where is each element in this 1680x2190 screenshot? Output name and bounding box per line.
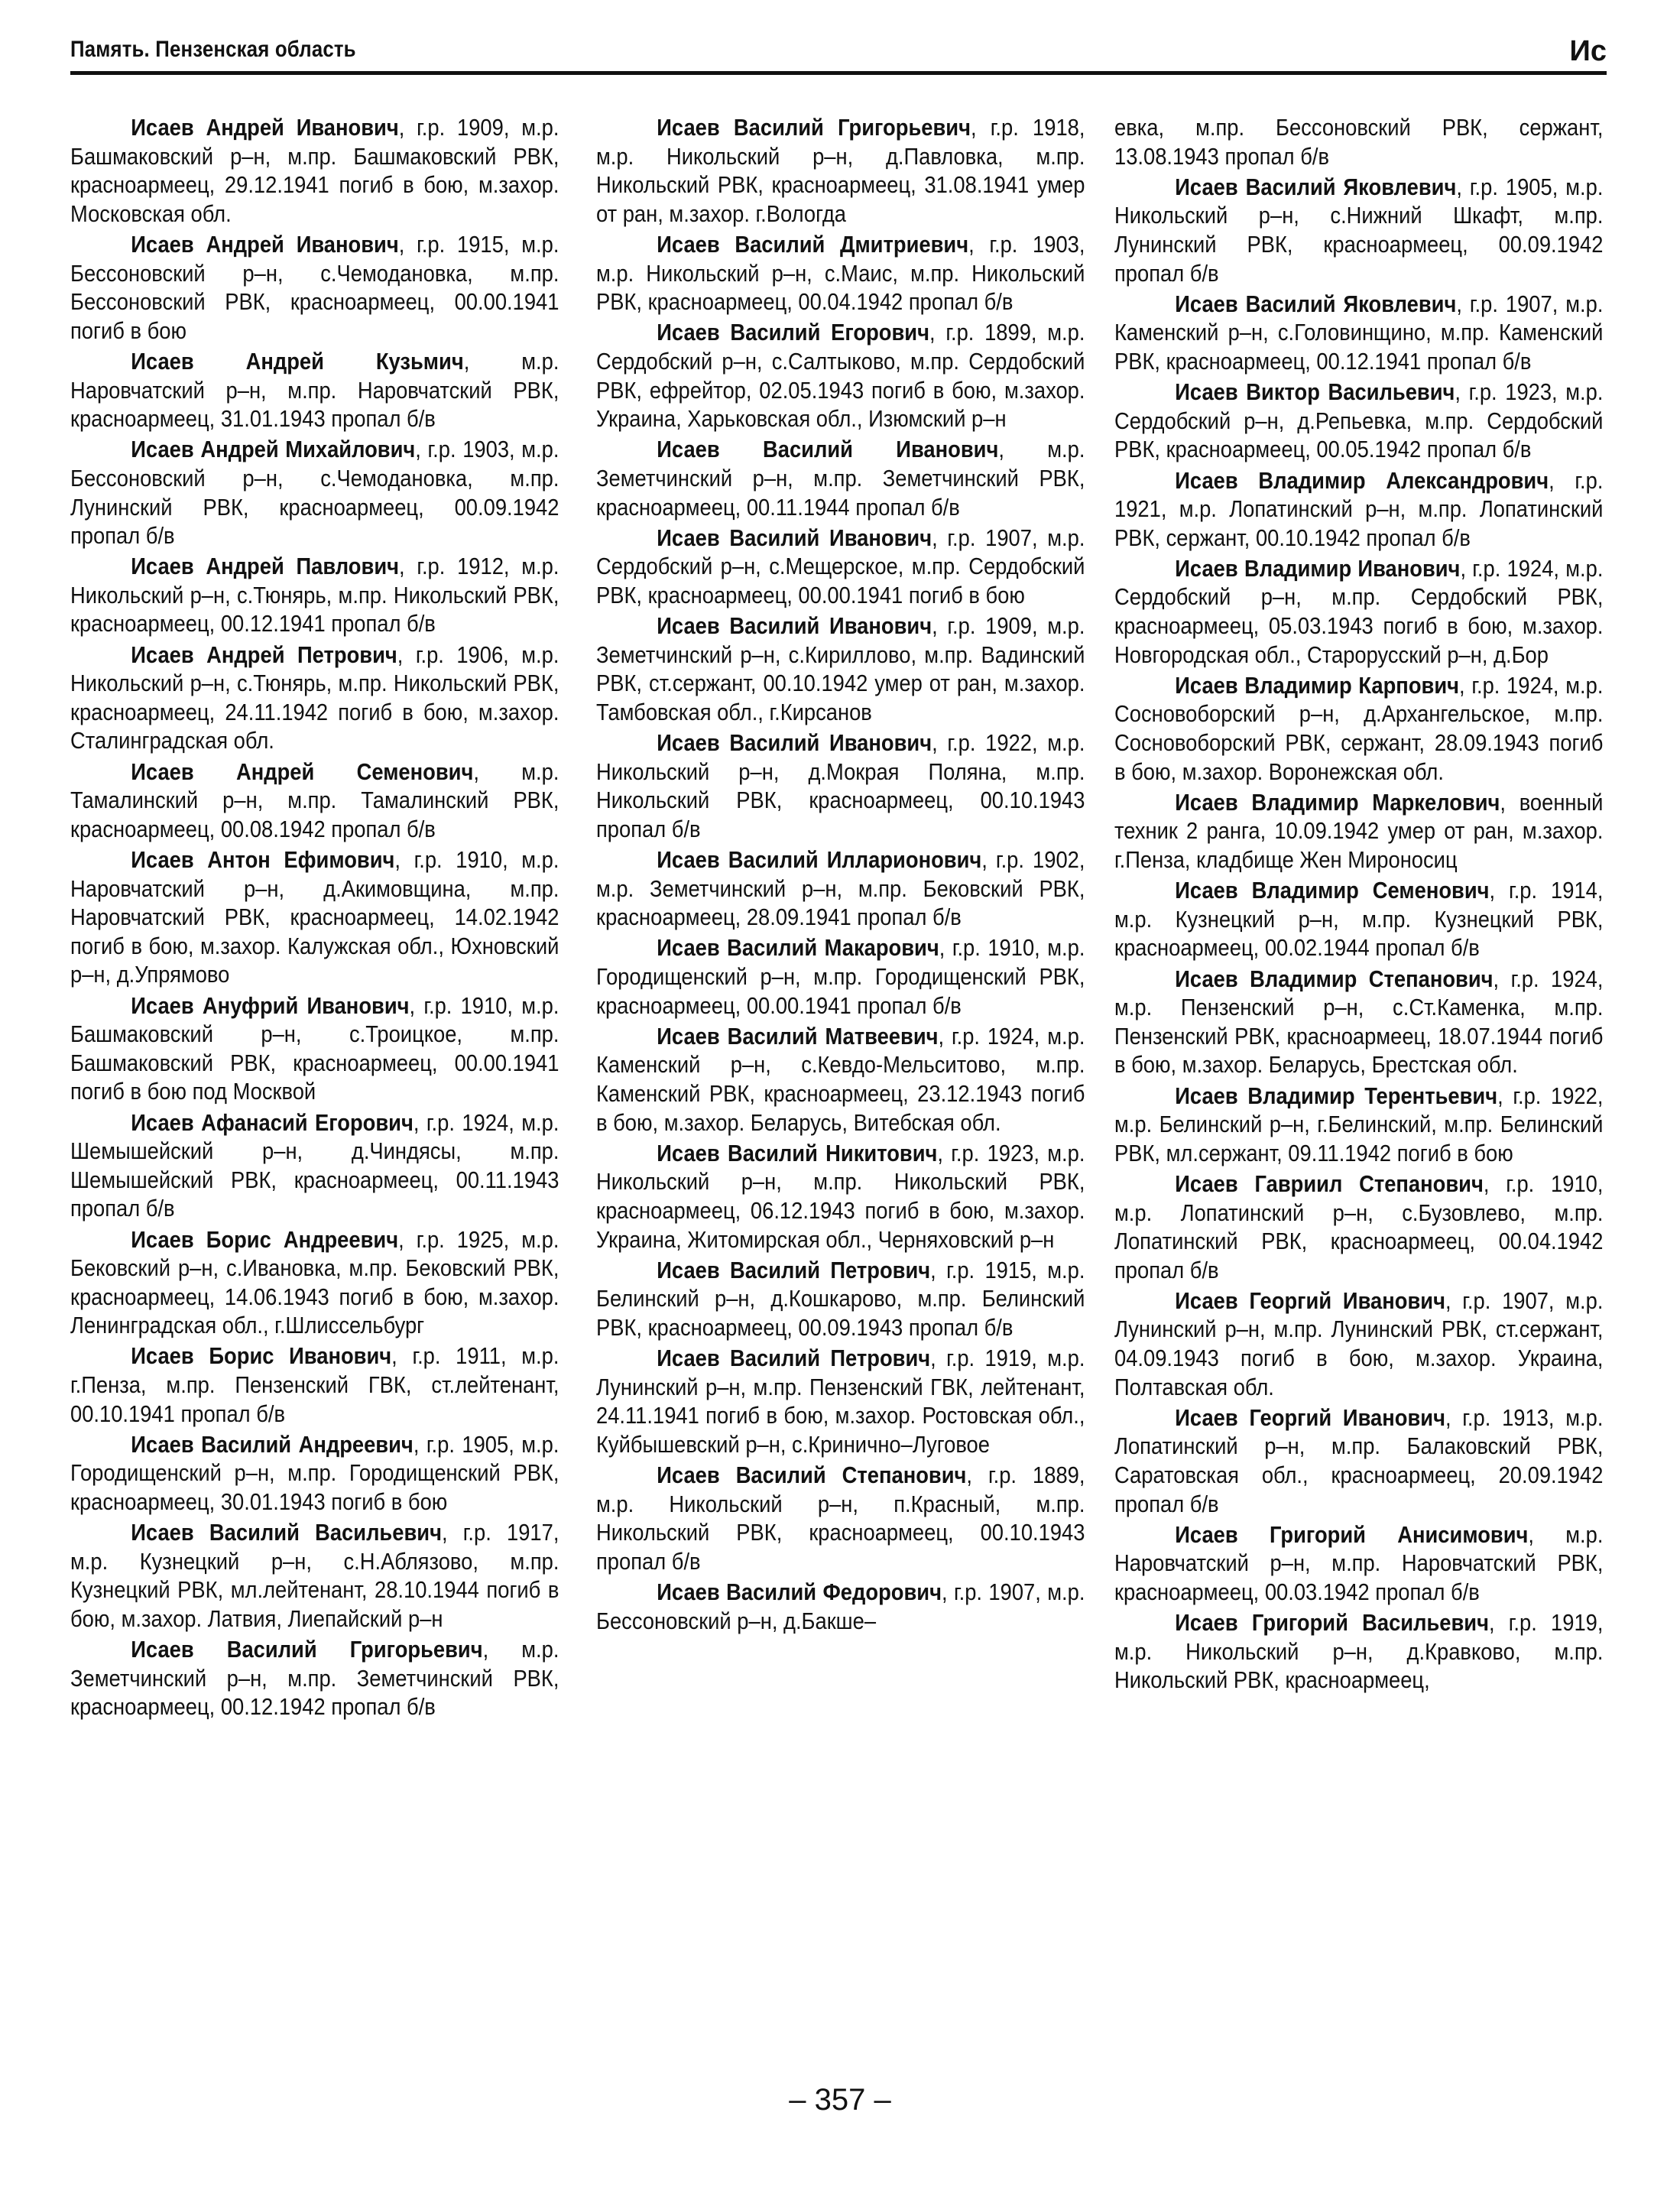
list-item bbox=[70, 1635, 559, 1721]
entry-details: , г.р. 1899, м.р. Сердобский р–н, с.Салтыково, м.пр. Сердобский РВК, ефрейтор, 02.05.1943 погиб в бою, м.захор. Украина, Харьковская обл., Изюмский р–н bbox=[596, 319, 1085, 433]
list-item bbox=[596, 728, 1085, 843]
entry-details: , м.р. Тамалинский р–н, м.пр. Тамалинский РВК, красноармеец, 00.08.1942 пропал б/в bbox=[70, 758, 559, 842]
person-name: Исаев Афанасий Егорович bbox=[131, 1108, 414, 1136]
column-3 bbox=[1114, 113, 1604, 1697]
list-item bbox=[70, 230, 559, 345]
list-item bbox=[596, 1578, 1085, 1635]
entry-details: , г.р. 1921, м.р. Лопатинский р–н, м.пр. Лопатинский РВК, сержант, 00.10.1942 пропал б/в bbox=[1114, 466, 1604, 551]
person-name: Исаев Антон Ефимович bbox=[131, 846, 395, 873]
entry-details: , г.р. 1906, м.р. Никольский р–н, с.Тюнярь, м.пр. Никольский РВК, красноармеец, 24.11.1942 погиб в бою, м.захор. Сталинградская обл. bbox=[70, 641, 559, 754]
person-name: Исаев Василий Петрович bbox=[657, 1345, 931, 1372]
list-item bbox=[70, 1518, 559, 1633]
person-name: Исаев Василий Федорович bbox=[657, 1578, 942, 1605]
list-item bbox=[70, 1108, 559, 1223]
person-name: Исаев Василий Иванович bbox=[657, 729, 932, 757]
list-item bbox=[1114, 1286, 1603, 1401]
person-name: Исаев Василий Петрович bbox=[657, 1256, 931, 1283]
list-item bbox=[70, 435, 559, 550]
list-item bbox=[596, 435, 1085, 521]
entry-details: , м.р. Земетчинский р–н, м.пр. Земетчинский РВК, красноармеец, 00.11.1944 пропал б/в bbox=[596, 436, 1085, 521]
entry-details: , г.р. 1907, м.р. Сердобский р–н, с.Мещерское, м.пр. Сердобский РВК, красноармеец, 00.00.1941 погиб в бою bbox=[596, 524, 1085, 608]
person-name: Исаев Владимир Иванович bbox=[1175, 554, 1461, 582]
person-name: Исаев Владимир Терентьевич bbox=[1175, 1082, 1498, 1109]
list-item bbox=[596, 524, 1085, 610]
person-name: Исаев Василий Матвеевич bbox=[657, 1022, 939, 1050]
person-name: Исаев Андрей Иванович bbox=[131, 230, 399, 258]
person-name: Исаев Василий Макарович bbox=[657, 934, 939, 962]
list-item bbox=[596, 113, 1085, 228]
list-item bbox=[596, 612, 1085, 726]
list-item bbox=[596, 1139, 1085, 1254]
entry-details: , г.р. 1903, м.р. Бессоновский р–н, с.Чемодановка, м.пр. Лунинский РВК, красноармеец, 00.09.1942 пропал б/в bbox=[70, 436, 559, 550]
person-name: Исаев Василий Яковлевич bbox=[1175, 290, 1457, 317]
entry-details: , г.р. 1913, м.р. Лопатинский р–н, м.пр. Балаковский РВК, Саратовская обл., красноармеец, 20.09.1942 пропал б/в bbox=[1114, 1403, 1604, 1517]
list-item bbox=[70, 758, 559, 844]
person-name: Исаев Василий Григорьевич bbox=[131, 1636, 483, 1663]
person-name: Исаев Василий Иванович bbox=[657, 612, 932, 640]
person-name: Исаев Василий Никитович bbox=[657, 1139, 938, 1166]
list-item bbox=[70, 1225, 559, 1340]
list-item bbox=[596, 230, 1085, 316]
section-marker: Ис bbox=[1569, 35, 1607, 67]
entry-details: , г.р. 1915, м.р. Белинский р–н, д.Кошкарово, м.пр. Белинский РВК, красноармеец, 00.09.1943 пропал б/в bbox=[596, 1256, 1085, 1341]
person-name: Исаев Андрей Кузьмич bbox=[131, 347, 464, 375]
list-item bbox=[1114, 876, 1603, 962]
entry-details: , г.р. 1923, м.р. Никольский р–н, м.пр. Никольский РВК, красноармеец, 06.12.1943 погиб в бою, м.захор. Украина, Житомирская обл., Черняховский р–н bbox=[596, 1139, 1085, 1253]
entry-details: , г.р. 1922, м.р. Никольский р–н, д.Мокрая Поляна, м.пр. Никольский РВК, красноармеец, 00.10.1943 пропал б/в bbox=[596, 729, 1085, 842]
entry-details: , г.р. 1903, м.р. Никольский р–н, с.Маис, м.пр. Никольский РВК, красноармеец, 00.04.1942 пропал б/в bbox=[596, 230, 1085, 316]
entry-details: , г.р. 1910, м.р. Наровчатский р–н, д.Акимовщина, м.пр. Наровчатский РВК, красноармеец, 14.02.1942 погиб в бою, м.захор. Калужская обл., Юхновский р–н, д.Упрямово bbox=[70, 846, 559, 988]
list-item bbox=[1114, 965, 1603, 1079]
person-name: Исаев Василий Яковлевич bbox=[1175, 173, 1457, 200]
entry-details: , г.р. 1922, м.р. Белинский р–н, г.Белинский, м.пр. Белинский РВК, мл.сержант, 09.11.1942 погиб в бою bbox=[1114, 1082, 1604, 1166]
column-text bbox=[70, 113, 559, 1721]
entry-details: , г.р. 1924, м.р. Пензенский р–н, с.Ст.Каменка, м.пр. Пензенский РВК, красноармеец, 18.07.1944 погиб в бою, м.захор. Беларусь, Брестская обл. bbox=[1114, 965, 1604, 1079]
list-item bbox=[596, 1022, 1085, 1137]
person-name: Исаев Владимир Маркелович bbox=[1175, 788, 1500, 816]
person-name: Исаев Василий Григорьевич bbox=[657, 114, 971, 141]
entry-details: , м.р. Наровчатский р–н, м.пр. Наровчатский РВК, красноармеец, 31.01.1943 пропал б/в bbox=[70, 347, 559, 433]
entry-details: , г.р. 1923, м.р. Сердобский р–н, д.Репьевка, м.пр. Сердобский РВК, красноармеец, 00.05.1942 пропал б/в bbox=[1114, 378, 1604, 463]
entry-details: евка, м.пр. Бессоновский РВК, сержант, 13.08.1943 пропал б/в bbox=[1114, 114, 1604, 170]
entry-details: , г.р. 1902, м.р. Земетчинский р–н, м.пр. Бековский РВК, красноармеец, 28.09.1941 пропал б/в bbox=[596, 846, 1085, 931]
list-item bbox=[1114, 1520, 1603, 1607]
list-item bbox=[1114, 466, 1603, 553]
entry-details: , г.р. 1889, м.р. Никольский р–н, п.Красный, м.пр. Никольский РВК, красноармеец, 00.10.1943 пропал б/в bbox=[596, 1462, 1085, 1575]
list-item bbox=[1114, 1170, 1603, 1284]
entry-details: , г.р. 1919, м.р. Никольский р–н, д.Кравково, м.пр. Никольский РВК, красноармеец, bbox=[1114, 1609, 1604, 1694]
person-name: Исаев Василий Илларионович bbox=[657, 846, 982, 873]
header-rule bbox=[70, 71, 1607, 75]
person-name: Исаев Владимир Александрович bbox=[1175, 466, 1549, 494]
entry-details: , г.р. 1907, м.р. Каменский р–н, с.Головинщино, м.пр. Каменский РВК, красноармеец, 00.12.1941 пропал б/в bbox=[1114, 290, 1604, 375]
entry-details: , г.р. 1910, м.р. Лопатинский р–н, с.Бузовлево, м.пр. Лопатинский РВК, красноармеец, 00.04.1942 пропал б/в bbox=[1114, 1170, 1604, 1283]
person-name: Исаев Георгий Иванович bbox=[1175, 1286, 1445, 1314]
entry-details: , м.р. Земетчинский р–н, м.пр. Земетчинский РВК, красноармеец, 00.12.1942 пропал б/в bbox=[70, 1636, 559, 1721]
list-item bbox=[1114, 113, 1603, 170]
person-name: Исаев Гавриил Степанович bbox=[1175, 1170, 1484, 1197]
person-name: Исаев Владимир Семенович bbox=[1175, 877, 1490, 904]
column-2 bbox=[596, 113, 1085, 1637]
list-item bbox=[596, 1344, 1085, 1458]
entry-details: , г.р. 1907, м.р. Лунинский р–н, м.пр. Лунинский РВК, ст.сержант, 04.09.1943 погиб в бою, м.захор. Украина, Полтавская обл. bbox=[1114, 1286, 1604, 1400]
person-name: Исаев Виктор Васильевич bbox=[1175, 378, 1455, 406]
entry-details: , г.р. 1924, м.р. Сердобский р–н, м.пр. Сердобский РВК, красноармеец, 05.03.1943 погиб в бою, м.захор. Новгородская обл., Старорусский р–н, д.Бор bbox=[1114, 554, 1604, 668]
person-name: Исаев Григорий Анисимович bbox=[1175, 1520, 1529, 1548]
list-item bbox=[596, 1256, 1085, 1342]
entry-details: , г.р. 1925, м.р. Бековский р–н, с.Ивановка, м.пр. Бековский РВК, красноармеец, 14.06.1943 погиб в бою, м.захор. Ленинградская обл., г.Шлиссельбург bbox=[70, 1225, 559, 1339]
list-item bbox=[1114, 788, 1603, 874]
entry-details: , г.р. 1907, м.р. Бессоновский р–н, д.Бакше– bbox=[596, 1578, 1085, 1634]
entry-details: , военный техник 2 ранга, 10.09.1942 умер от ран, м.захор. г.Пенза, кладбище Жен Мироносиц bbox=[1114, 788, 1604, 873]
person-name: Исаев Андрей Иванович bbox=[131, 114, 399, 141]
person-name: Исаев Василий Андреевич bbox=[131, 1430, 414, 1458]
list-item bbox=[70, 552, 559, 638]
person-name: Исаев Василий Иванович bbox=[657, 436, 999, 463]
entry-details: , г.р. 1905, м.р. Никольский р–н, с.Нижний Шкафт, м.пр. Лунинский РВК, красноармеец, 00.09.1942 пропал б/в bbox=[1114, 173, 1604, 287]
list-item bbox=[70, 641, 559, 755]
list-item bbox=[596, 318, 1085, 433]
list-item bbox=[70, 1430, 559, 1517]
person-name: Исаев Владимир Карпович bbox=[1175, 671, 1460, 699]
person-name: Исаев Борис Иванович bbox=[131, 1342, 392, 1370]
entry-details: , г.р. 1910, м.р. Городищенский р–н, м.пр. Городищенский РВК, красноармеец, 00.00.1941 пропал б/в bbox=[596, 934, 1085, 1019]
entry-details: , г.р. 1919, м.р. Лунинский р–н, м.пр. Пензенский ГВК, лейтенант, 24.11.1941 погиб в бою, м.захор. Ростовская обл., Куйбышевский р–н, с.Кринично–Луговое bbox=[596, 1345, 1085, 1458]
list-item bbox=[596, 1461, 1085, 1575]
list-item bbox=[70, 347, 559, 433]
list-item bbox=[1114, 290, 1603, 376]
entry-details: , г.р. 1924, м.р. Каменский р–н, с.Кевдо-Мельситово, м.пр. Каменский РВК, красноармеец, 23.12.1943 погиб в бою, м.захор. Беларусь, Витебская обл. bbox=[596, 1022, 1085, 1136]
person-name: Исаев Георгий Иванович bbox=[1175, 1403, 1445, 1431]
list-item bbox=[1114, 1608, 1603, 1695]
person-name: Исаев Василий Дмитриевич bbox=[657, 230, 969, 258]
person-name: Исаев Владимир Степанович bbox=[1175, 965, 1494, 992]
list-item bbox=[1114, 378, 1603, 464]
entry-details: , г.р. 1911, м.р. г.Пенза, м.пр. Пензенский ГВК, ст.лейтенант, 00.10.1941 пропал б/в bbox=[70, 1342, 559, 1427]
page-number: – 357 – bbox=[789, 2083, 891, 2117]
list-item bbox=[1114, 1082, 1603, 1168]
person-name: Исаев Андрей Петрович bbox=[131, 641, 397, 668]
column-text bbox=[1114, 113, 1603, 1695]
person-name: Исаев Ануфрий Иванович bbox=[131, 991, 410, 1019]
person-name: Исаев Григорий Васильевич bbox=[1175, 1609, 1489, 1637]
list-item bbox=[1114, 671, 1603, 786]
list-item bbox=[596, 933, 1085, 1020]
entry-details: , м.р. Наровчатский р–н, м.пр. Наровчатский РВК, красноармеец, 00.03.1942 пропал б/в bbox=[1114, 1520, 1604, 1605]
entry-details: , г.р. 1905, м.р. Городищенский р–н, м.пр. Городищенский РВК, красноармеец, 30.01.1943 погиб в бою bbox=[70, 1430, 559, 1516]
list-item bbox=[70, 991, 559, 1106]
column-1 bbox=[70, 113, 559, 1724]
entry-details: , г.р. 1924, м.р. Сосновоборский р–н, д.Архангельское, м.пр. Сосновоборский РВК, сержант, 28.09.1943 погиб в бою, м.захор. Воронежская обл. bbox=[1114, 671, 1604, 785]
entry-details: , г.р. 1910, м.р. Башмаковский р–н, с.Троицкое, м.пр. Башмаковский РВК, красноармеец, 00.00.1941 погиб в бою под Москвой bbox=[70, 991, 559, 1105]
column-text bbox=[596, 113, 1085, 1635]
person-name: Исаев Борис Андреевич bbox=[131, 1225, 399, 1253]
list-item bbox=[1114, 554, 1603, 669]
entry-details: , г.р. 1924, м.р. Шемышейский р–н, д.Чиндясы, м.пр. Шемышейский РВК, красноармеец, 00.11.1943 пропал б/в bbox=[70, 1108, 559, 1222]
list-item bbox=[1114, 1403, 1603, 1518]
list-item bbox=[70, 113, 559, 228]
person-name: Исаев Андрей Павлович bbox=[131, 553, 400, 580]
person-name: Исаев Василий Степанович bbox=[657, 1462, 967, 1489]
entry-details: , г.р. 1917, м.р. Кузнецкий р–н, с.Н.Аблязово, м.пр. Кузнецкий РВК, мл.лейтенант, 28.10.1944 погиб в бою, м.захор. Латвия, Лиепайский р–н bbox=[70, 1519, 559, 1632]
person-name: Исаев Андрей Михайлович bbox=[131, 436, 416, 463]
person-name: Исаев Андрей Семенович bbox=[131, 758, 474, 785]
list-item bbox=[1114, 173, 1603, 287]
entry-details: , г.р. 1918, м.р. Никольский р–н, д.Павловка, м.пр. Никольский РВК, красноармеец, 31.08.1941 умер от ран, м.захор. г.Вологда bbox=[596, 114, 1085, 227]
entry-details: , г.р. 1915, м.р. Бессоновский р–н, с.Чемодановка, м.пр. Бессоновский РВК, красноармеец, 00.00.1941 погиб в бою bbox=[70, 230, 559, 344]
person-name: Исаев Василий Иванович bbox=[657, 524, 932, 551]
entry-details: , г.р. 1909, м.р. Земетчинский р–н, с.Кириллово, м.пр. Вадинский РВК, ст.сержант, 00.10.1942 умер от ран, м.захор. Тамбовская обл., г.Кирсанов bbox=[596, 612, 1085, 725]
person-name: Исаев Василий Васильевич bbox=[131, 1519, 442, 1546]
entry-details: , г.р. 1914, м.р. Кузнецкий р–н, м.пр. Кузнецкий РВК, красноармеец, 00.02.1944 пропал б/в bbox=[1114, 877, 1604, 962]
list-item bbox=[596, 845, 1085, 932]
list-item bbox=[70, 845, 559, 989]
list-item bbox=[70, 1342, 559, 1428]
entry-details: , г.р. 1909, м.р. Башмаковский р–н, м.пр. Башмаковский РВК, красноармеец, 29.12.1941 погиб в бою, м.захор. Московская обл. bbox=[70, 114, 559, 227]
person-name: Исаев Василий Егорович bbox=[657, 319, 929, 346]
page-title: Память. Пензенская область bbox=[70, 37, 356, 62]
entry-details: , г.р. 1912, м.р. Никольский р–н, с.Тюнярь, м.пр. Никольский РВК, красноармеец, 00.12.1941 пропал б/в bbox=[70, 553, 559, 638]
